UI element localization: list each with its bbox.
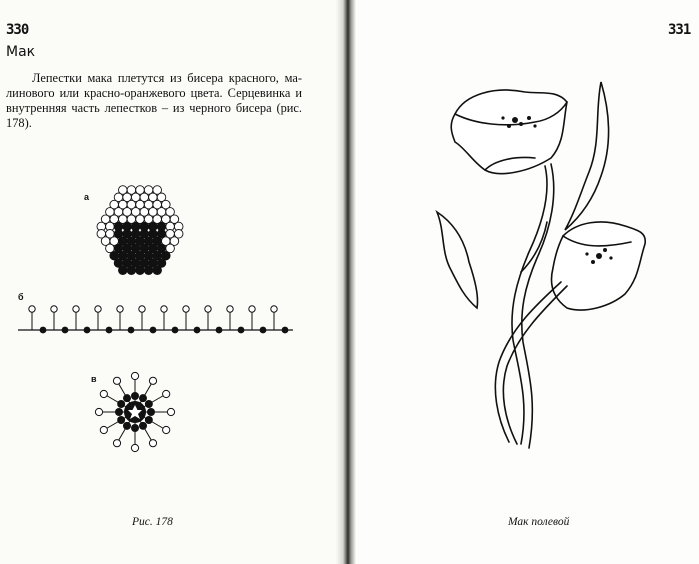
chain-bead — [40, 327, 47, 334]
body-paragraph: Лепестки мака плетутся из бисера красного, малинового или красно-оранжевого цвета. Серцевинка и внутренняя часть лепестков – из черного бисера (рис. 178). — [6, 71, 302, 130]
center-bead — [145, 416, 153, 424]
stamen-bead — [73, 306, 79, 312]
spoke-bead — [131, 372, 138, 379]
spoke-bead — [100, 426, 107, 433]
illustration-caption: Мак полевой — [508, 516, 570, 528]
stamen-bead — [227, 306, 233, 312]
center-bead — [131, 392, 139, 400]
right-page-number: 331 — [668, 22, 691, 38]
chain-bead — [260, 327, 267, 334]
poppy-illustration — [425, 72, 665, 472]
center-bead — [115, 408, 123, 416]
center-bead — [145, 400, 153, 408]
spoke-bead — [163, 390, 170, 397]
chain-bead — [128, 327, 135, 334]
body-text — [6, 71, 302, 131]
stamen-bead — [117, 306, 123, 312]
bead — [127, 266, 136, 275]
spoke-bead — [113, 440, 120, 447]
bead-pattern-center — [85, 362, 185, 462]
chain-bead — [172, 327, 179, 334]
spoke-bead — [100, 390, 107, 397]
chain-bead — [84, 327, 91, 334]
figure-label-a: а — [84, 192, 90, 202]
stamen-bead — [29, 306, 35, 312]
center-bead — [123, 394, 131, 402]
section-heading: Мак — [6, 44, 36, 60]
center-bead — [131, 424, 139, 432]
figure-label-b: б — [18, 292, 24, 302]
chain-bead — [62, 327, 69, 334]
figure-caption: Рис. 178 — [132, 516, 173, 528]
chain-bead — [106, 327, 113, 334]
center-bead — [117, 416, 125, 424]
center-bead — [139, 394, 147, 402]
stamen-bead — [161, 306, 167, 312]
bead-chain-stamens — [18, 302, 298, 342]
chain-bead — [282, 327, 289, 334]
chain-bead — [150, 327, 157, 334]
spoke-bead — [149, 377, 156, 384]
spoke-bead — [95, 408, 102, 415]
spoke-bead — [149, 440, 156, 447]
stamen-bead — [249, 306, 255, 312]
stamen-bead — [183, 306, 189, 312]
spoke-bead — [131, 444, 138, 451]
spoke-bead — [167, 408, 174, 415]
left-page-number: 330 — [6, 22, 29, 38]
bead — [144, 266, 153, 275]
bead — [119, 266, 128, 275]
stamen-bead — [271, 306, 277, 312]
stamen-bead — [205, 306, 211, 312]
stamen-bead — [139, 306, 145, 312]
bead-pattern-petal — [88, 184, 198, 274]
center-bead — [117, 400, 125, 408]
spoke-bead — [113, 377, 120, 384]
chain-bead — [238, 327, 245, 334]
center-bead — [139, 422, 147, 430]
chain-bead — [194, 327, 201, 334]
stamen-bead — [95, 306, 101, 312]
spoke-bead — [163, 426, 170, 433]
chain-bead — [216, 327, 223, 334]
bead — [136, 266, 145, 275]
figure-label-v: в — [91, 374, 97, 384]
bead — [153, 266, 162, 275]
stamen-bead — [51, 306, 57, 312]
book-gutter — [336, 0, 356, 564]
center-bead — [147, 408, 155, 416]
center-bead — [123, 422, 131, 430]
